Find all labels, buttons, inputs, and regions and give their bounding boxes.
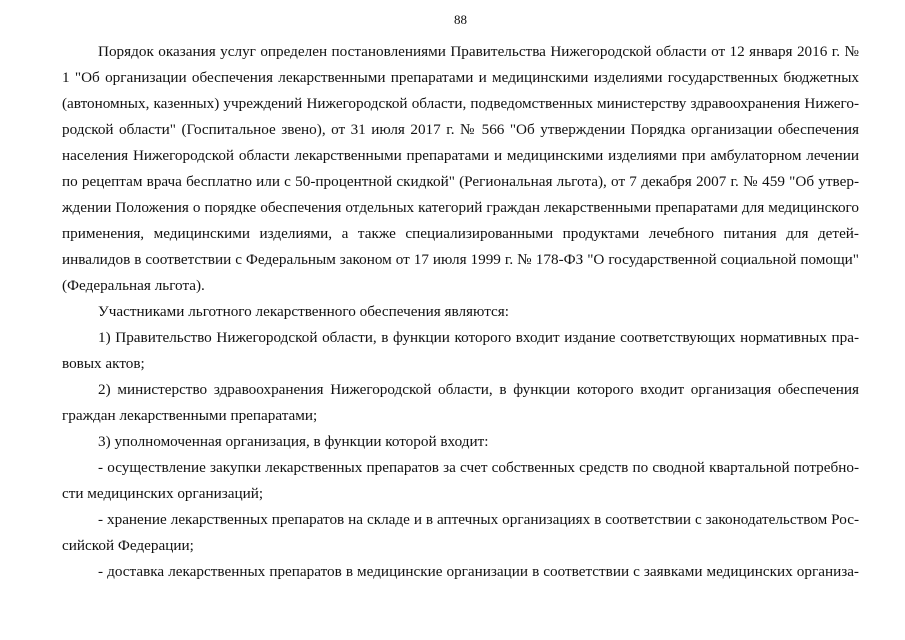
page-number: 88 bbox=[454, 12, 467, 27]
paragraph-duty-storage: - хранение лекарственных препаратов на складе и в аптечных организациях в соответствии с законодательством Российской Федерации; bbox=[62, 511, 859, 554]
paragraph-duty-delivery: - доставка лекарственных препаратов в медицинские организации в соответствии с заявками медицинских организа- bbox=[98, 563, 859, 580]
paragraph-participant-government: 1) Правительство Нижегородской области, в функции которого входит издание соответствующих нормативных правовых актов; bbox=[62, 329, 859, 372]
paragraph-duty-procurement: - осуществление закупки лекарственных препаратов за счет собственных средств по сводной квартальной потребности медицинских организаций; bbox=[62, 459, 859, 502]
paragraph-service-order: Порядок оказания услуг определен постановлениями Правительства Нижегородской области от 12 января 2016 г. № 1 "Об организации обеспечения лекарственными препаратами и медицинскими изделиями государственных бюджетных (автономных, казенных) учреждений Нижегородской области, подведомственных министерству здравоохранения Нижегородской области" (Госпитальное звено), от 31 июля 2017 г. № 566 "Об утверждении Порядка организации обеспечения населения Нижегородской области лекарственными препаратами и медицинскими изделиями при амбулаторном лечении по рецептам врача бесплатно или с 50-процентной скидкой" (Региональная льгота), от 7 декабря 2007 г. № 459 "Об утверждении Положения о порядке обеспечения отдельных категорий граждан лекарственными препаратами для медицинского применения, медицинскими изделиями, а также специализированными продуктами лечебного питания для детей-инвалидов в соответствии с Федеральным законом от 17 июля 1999 г. № 178-ФЗ "О государственной социальной помощи" (Федеральная льгота). bbox=[62, 43, 859, 294]
document-page bbox=[62, 12, 859, 585]
paragraph-participant-ministry: 2) министерство здравоохранения Нижегородской области, в функции которого входит организация обеспечения граждан лекарственными препаратами; bbox=[62, 381, 859, 424]
paragraph-participants-intro: Участниками льготного лекарственного обеспечения являются: bbox=[98, 303, 509, 320]
paragraph-participant-authorized-org: 3) уполномоченная организация, в функции которой входит: bbox=[98, 433, 489, 450]
